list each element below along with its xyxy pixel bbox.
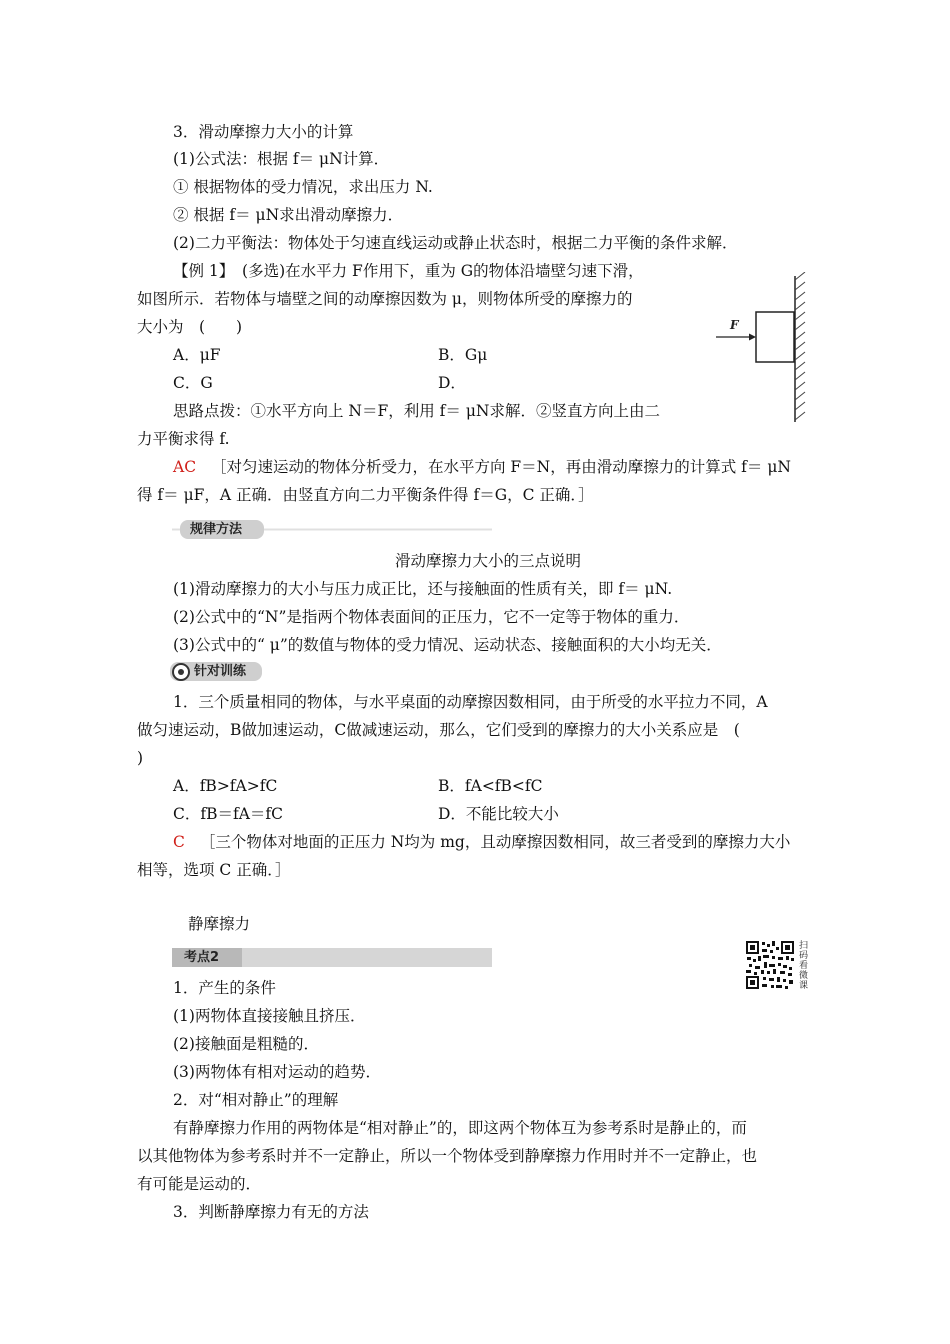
force-label: F [730,318,739,332]
method-step: ① 根据物体的受力情况，求出压力 N. [173,178,433,196]
method-step: ② 根据 f＝ μN求出滑动摩擦力． [173,206,404,224]
condition: (3)两物体有相对运动的趋势． [173,1063,381,1081]
subsection-heading: 2．对“相对静止”的理解 [173,1091,339,1109]
section-heading: 3．滑动摩擦力大小的计算 [173,123,354,141]
answer-text: ［三个物体对地面的正压力 N均为 mg，且动摩擦因数相同，故三者受到的摩擦力大小 [199,833,791,851]
option-d: D．不能比较大小 [438,805,559,823]
question-text: 做匀速运动，B做加速运动，C做减速运动，那么，它们受到的摩擦力的大小关系应是 ( [137,721,740,739]
example-text: 【例 1】 (多选)在水平力 F作用下，重为 G的物体沿墙壁匀速下滑， [173,262,644,280]
target-icon [172,663,190,681]
method-formula: (1)公式法：根据 f＝ μN计算． [173,150,390,168]
option-c: C．G [173,374,213,392]
answer-key: C [173,833,185,851]
paragraph: 有静摩擦力作用的两物体是“相对静止”的，即这两个物体互为参考系时是静止的，而 [173,1119,747,1137]
condition: (2)接触面是粗糙的． [173,1035,319,1053]
paragraph: 以其他物体为参考系时并不一定静止，所以一个物体受到静摩擦力作用时并不一定静止，也 [137,1147,758,1165]
block [756,312,794,362]
answer-key: AC [173,458,197,476]
option-b: B．fA<fB<fC [438,777,543,795]
answer-line [173,456,791,478]
subsection-heading: 1．产生的条件 [173,979,276,997]
answer-line [173,831,790,853]
section-title: 静摩擦力 [188,915,251,933]
kp-tag: 考点2 [184,950,220,965]
method-point: (2)公式中的“N”是指两个物体表面间的正压力，它不一定等于物体的重力． [173,608,690,626]
option-c: C．fB＝fA＝fC [173,805,284,823]
qr-caption: 扫 码 看 微 课 [799,941,809,991]
paragraph: 有可能是运动的． [137,1175,262,1193]
answer-text: ［对匀速运动的物体分析受力，在水平方向 F＝N，再由滑动摩擦力的计算式 f＝ μN [211,458,791,476]
example-text: 如图所示．若物体与墙壁之间的动摩擦因数为 μ，则物体所受的摩擦力的 [137,290,633,308]
hint-text: 思路点拨：①水平方向上 N＝F，利用 f＝ μN求解．②竖直方向上由二 [173,402,660,420]
option-d: D． [438,374,466,392]
option-a: A．fB>fA>fC [173,777,278,795]
method-balance: (2)二力平衡法：物体处于匀速直线运动或静止状态时，根据二力平衡的条件求解． [173,234,738,252]
answer-text: 得 f＝ μF，A 正确．由竖直方向二力平衡条件得 f＝G，C 正确．］ [137,486,594,504]
answer-text: 相等，选项 C 正确．］ [137,861,291,879]
method-point: (3)公式中的“ μ”的数值与物体的受力情况、运动状态、接触面积的大小均无关． [173,636,722,654]
option-a: A．μF [173,346,221,364]
method-title: 滑动摩擦力大小的三点说明 [395,552,582,570]
method-point: (1)滑动摩擦力的大小与压力成正比，还与接触面的性质有关，即 f＝ μN. [173,580,673,598]
drill-tag: 针对训练 [194,664,247,679]
question-text: 1．三个质量相同的物体，与水平桌面的动摩擦因数相同，由于所受的水平拉力不同，A [173,693,768,711]
question-text: ) [137,749,144,767]
hint-text: 力平衡求得 f. [137,430,230,448]
wall-block-figure [712,272,812,424]
example-text: 大小为 ( ) [137,318,243,336]
option-b: B．Gμ [438,346,488,364]
subsection-heading: 3．判断静摩擦力有无的方法 [173,1203,369,1221]
condition: (1)两物体直接接触且挤压． [173,1007,366,1025]
qr-code[interactable] [745,940,795,990]
method-tag: 规律方法 [190,522,243,537]
